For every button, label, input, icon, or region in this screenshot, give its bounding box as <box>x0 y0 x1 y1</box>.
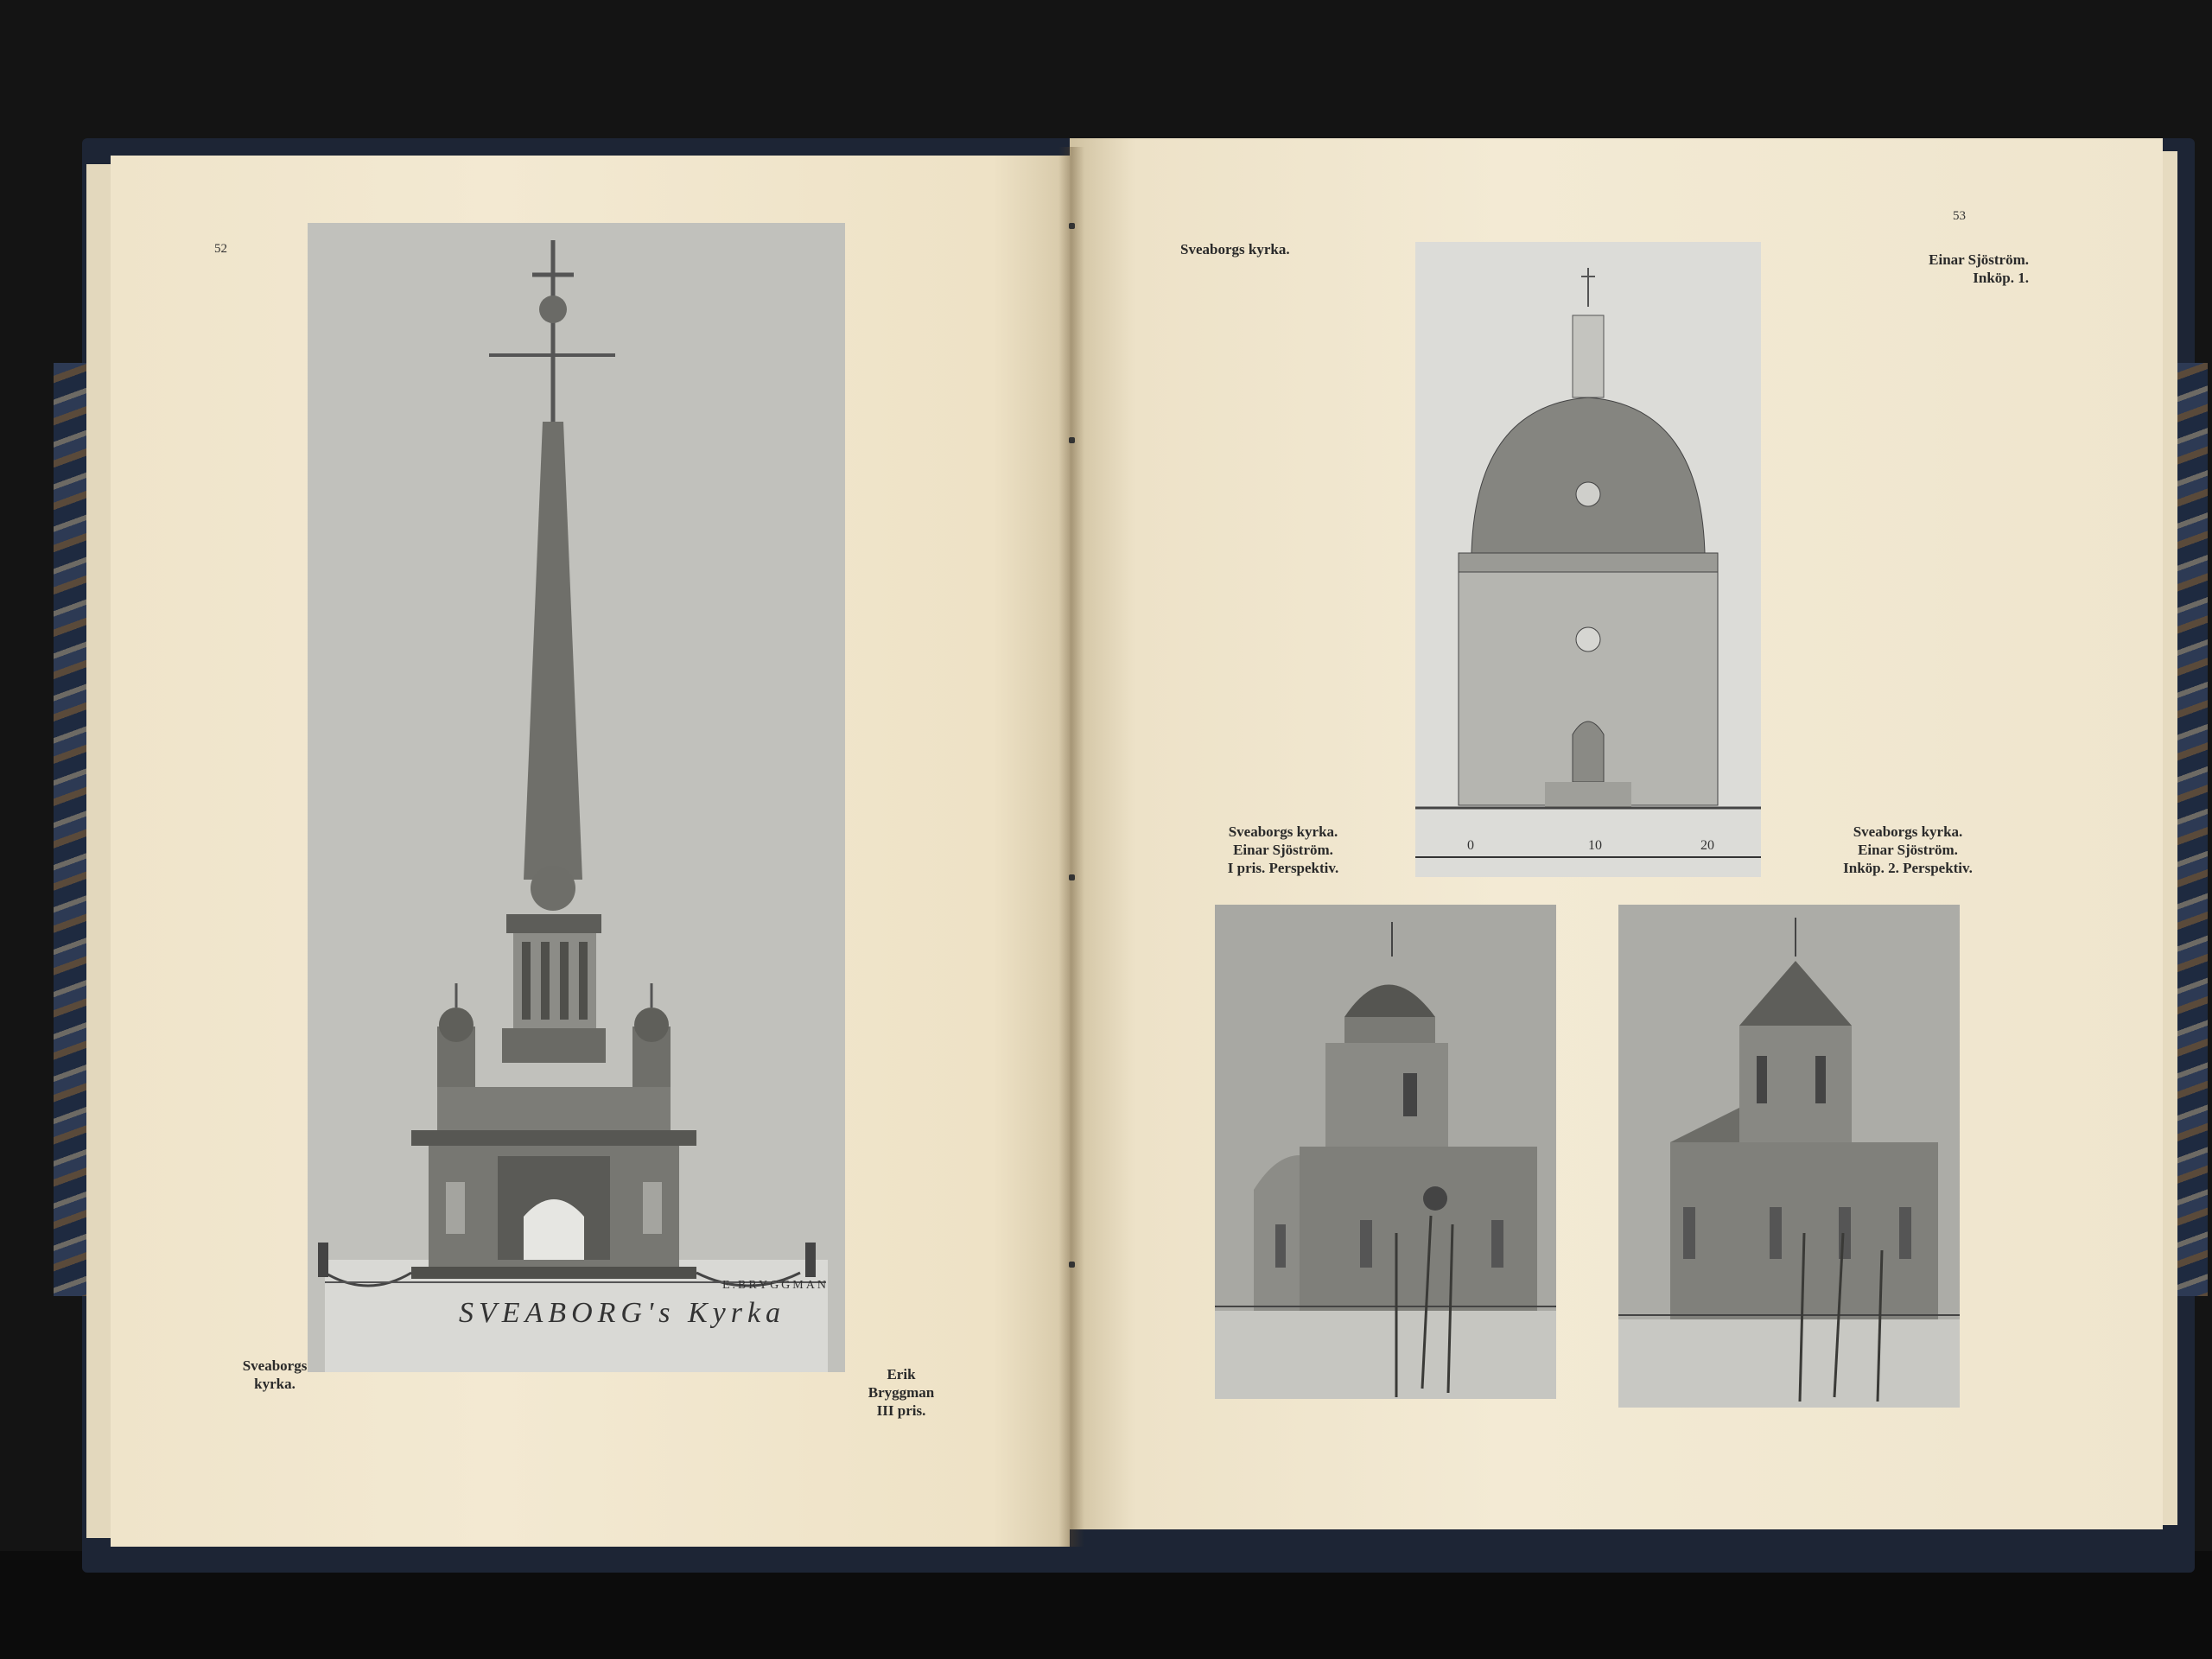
page-stack-right <box>2160 151 2177 1525</box>
binding-stitch <box>1069 437 1075 443</box>
binding-stitch <box>1069 223 1075 229</box>
caption-right: Erik Bryggman III pris. <box>868 1366 935 1419</box>
binding-stitch <box>1069 874 1075 880</box>
church-perspective-1-drawing <box>1215 905 1556 1399</box>
book-gutter <box>1058 147 1084 1547</box>
tower-drawing <box>308 223 845 1372</box>
plate-sjostrom-perspective-1 <box>1215 905 1556 1399</box>
plate-lettering: SVEABORG's Kyrka <box>459 1297 786 1329</box>
right-page <box>1070 138 2163 1529</box>
left-page <box>111 156 1070 1547</box>
plate-sjostrom-perspective-2 <box>1618 905 1960 1408</box>
page-number: 53 <box>1953 209 1966 223</box>
church-perspective-2-drawing <box>1618 905 1960 1408</box>
caption-left: Sveaborgs kyrka. <box>242 1357 308 1392</box>
page-number: 52 <box>214 242 227 256</box>
plate-bryggman-elevation <box>308 223 845 1372</box>
caption-middle-right: Sveaborgs kyrka. Einar Sjöström. Inköp. 2. Perspektiv. <box>1843 823 1973 876</box>
scale-label-0: 0 <box>1467 838 1474 853</box>
header-right: Einar Sjöström. Inköp. 1. <box>1929 251 2029 286</box>
scale-label-10: 10 <box>1588 838 1602 853</box>
plate-signature: E.BRYGGMAN <box>722 1279 829 1292</box>
binding-stitch <box>1069 1262 1075 1268</box>
caption-middle-left: Sveaborgs kyrka. Einar Sjöström. I pris. Perspektiv. <box>1227 823 1339 876</box>
scale-label-20: 20 <box>1700 838 1714 853</box>
church-elevation-drawing <box>1415 242 1761 877</box>
plate-sjostrom-elevation <box>1415 242 1761 877</box>
header-left: Sveaborgs kyrka. <box>1180 241 1290 257</box>
